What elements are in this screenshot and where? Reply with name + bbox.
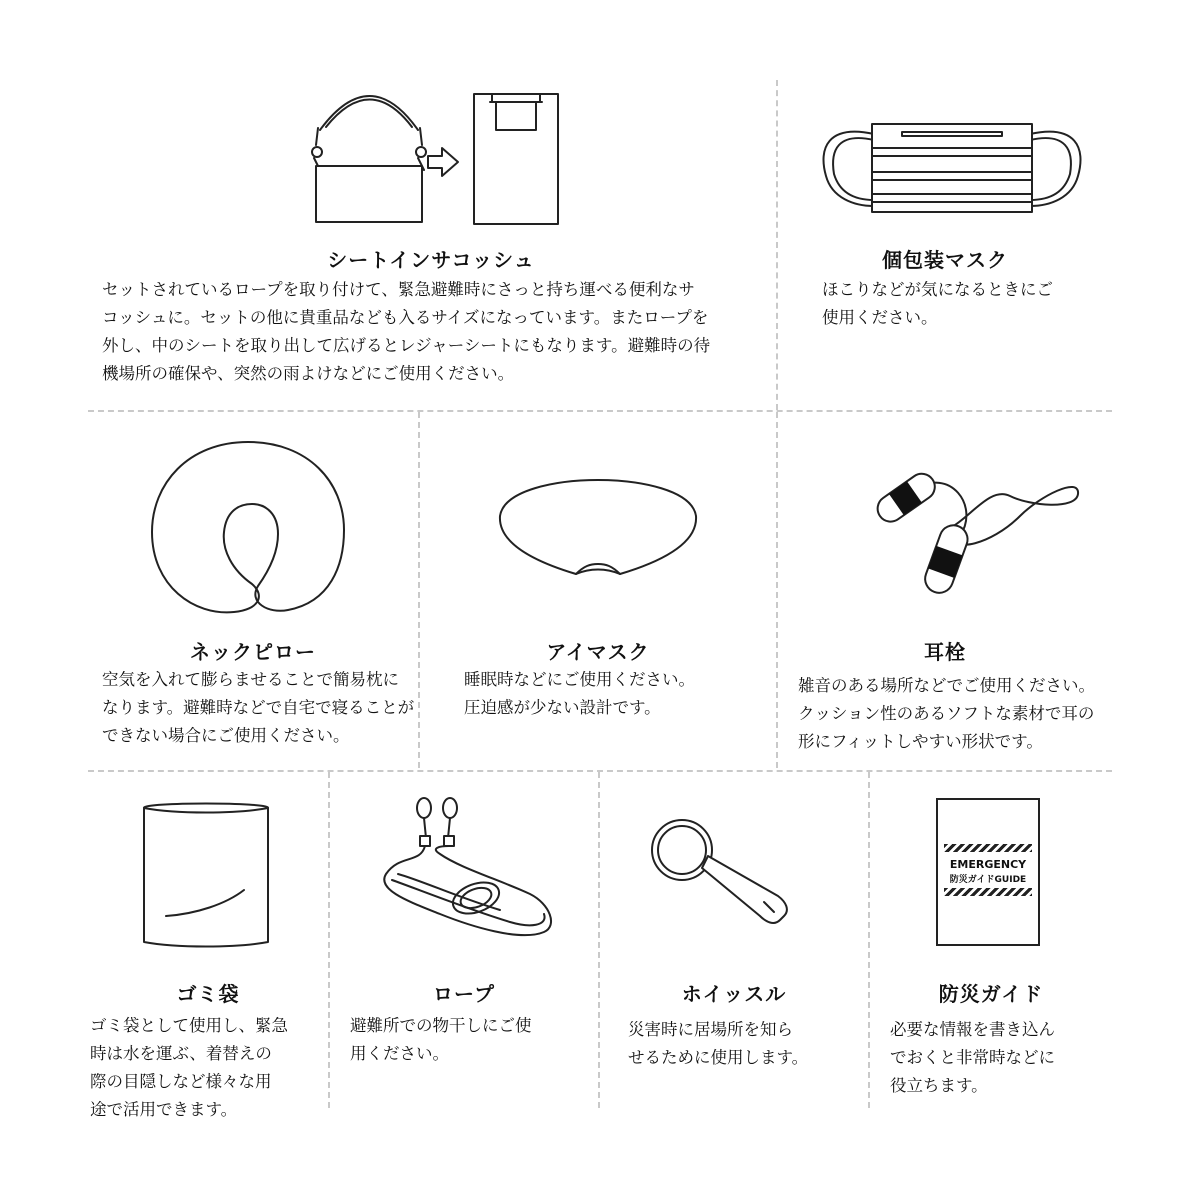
whistle-title: ホイッスル	[681, 982, 787, 1006]
eye-mask-title: アイマスク	[546, 640, 650, 664]
trash-bag-title: ゴミ袋	[176, 982, 240, 1006]
item-sacoche	[88, 70, 774, 410]
item-earplugs	[778, 412, 1112, 768]
sacoche-title: シートインサコッシュ	[327, 248, 535, 272]
sacoche-illustration	[300, 80, 570, 230]
eye-mask-description: 睡眠時などにご使用ください。 圧迫感が少ない設計です。	[464, 670, 695, 717]
item-eye-mask	[420, 412, 776, 768]
neck-pillow-illustration	[148, 438, 348, 618]
item-trash-bag	[88, 772, 328, 1119]
neck-pillow-description: 空気を入れて膨らませることで簡易枕に なります。避難時などで自宅で寝ることが できない場合にご使用ください。	[102, 670, 415, 745]
trash-bag-description: ゴミ袋として使用し、緊急 時は水を運ぶ、着替えの 際の目隠しなど様々な用 途で活用できます。	[90, 1016, 288, 1119]
earplugs-title: 耳栓	[924, 640, 966, 664]
rope-description: 避難所での物干しにご使 用ください。	[350, 1016, 532, 1063]
guide-cover-stripe-top	[944, 844, 1032, 852]
rope-title: ロープ	[433, 982, 495, 1006]
trash-bag-illustration	[136, 792, 276, 952]
item-guide	[870, 772, 1112, 1108]
neck-pillow-title: ネックピロー	[190, 640, 316, 664]
guide-cover-line2: 防災ガイドGUIDE	[949, 875, 1027, 885]
sacoche-description: セットされているロープを取り付けて、緊急避難時にさっと持ち運べる便利なサ コッシュに。セットの他に貴重品なども入るサイズになっています。またロープを 外し、中のシートを取り出して広げるとレジャーシートにもなります。避難時の待 機場所の確保や、突然の雨よけなどにご使用ください。	[102, 280, 711, 383]
whistle-illustration	[646, 816, 806, 936]
mask-illustration	[818, 118, 1088, 228]
whistle-description: 災害時に居場所を知ら せるために使用します。	[628, 1020, 809, 1067]
eye-mask-illustration	[496, 470, 700, 580]
guide-booklet	[936, 798, 1040, 946]
item-whistle	[600, 772, 868, 1108]
item-rope	[330, 772, 598, 1108]
item-neck-pillow	[88, 412, 418, 768]
earplugs-description: 雑音のある場所などでご使用ください。 クッション性のあるソフトな素材で耳の 形にフィットしやすい形状です。	[798, 676, 1095, 751]
mask-title: 個包装マスク	[882, 248, 1008, 272]
guide-description: 必要な情報を書き込ん でおくと非常時などに 役立ちます。	[890, 1020, 1055, 1095]
mask-description: ほこりなどが気になるときにご 使用ください。	[822, 280, 1053, 327]
right-arrow-icon	[428, 148, 458, 176]
guide-title: 防災ガイド	[938, 982, 1044, 1006]
earplugs-illustration	[870, 466, 1090, 596]
item-mask	[778, 70, 1112, 410]
guide-cover-stripe-bottom	[944, 888, 1032, 896]
rope-illustration	[380, 794, 560, 954]
guide-cover-line1: EMERGENCY	[949, 858, 1027, 871]
